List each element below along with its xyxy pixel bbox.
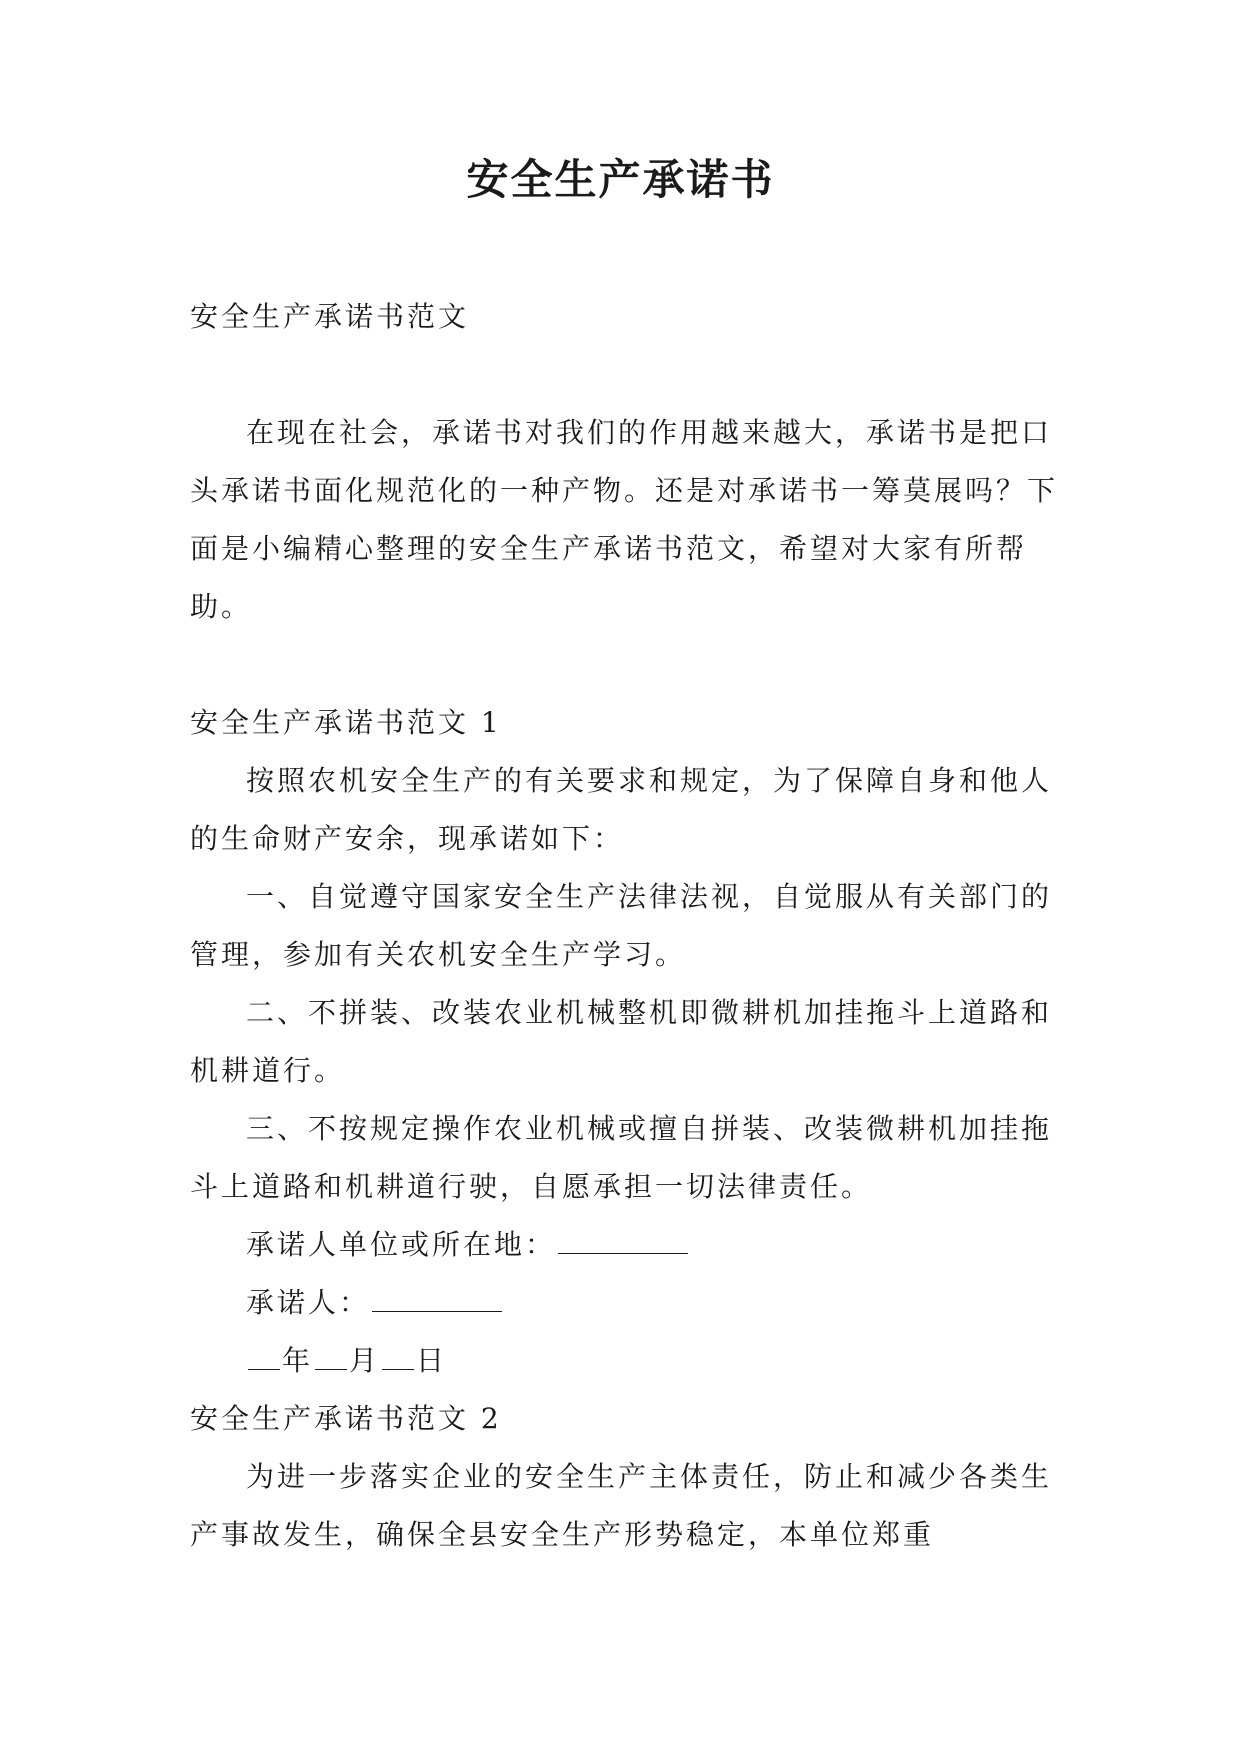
sign-person-blank[interactable]	[372, 1307, 502, 1312]
sign-person-line	[190, 1274, 1060, 1332]
intro-paragraph: 在现在社会，承诺书对我们的作用越来越大，承诺书是把口头承诺书面化规范化的一种产物。还是对承诺书一筹莫展吗？下面是小编精心整理的安全生产承诺书范文，希望对大家有所帮助。	[190, 416, 1059, 623]
section-1-heading: 安全生产承诺书范文 1	[190, 706, 502, 739]
date-line	[190, 1332, 1060, 1390]
document-body	[190, 288, 1060, 1564]
section-1-paragraph: 三、不按规定操作农业机械或擅自拼装、改装微耕机加挂拖斗上道路和机耕道行驶，自愿承担一切法律责任。	[190, 1112, 1053, 1203]
section-1-paragraph: 按照农机安全生产的有关要求和规定，为了保障自身和他人的生命财产安余，现承诺如下：	[190, 764, 1053, 855]
date-month-label: 月	[349, 1344, 381, 1377]
section-2-paragraph: 为进一步落实企业的安全生产主体责任，防止和减少各类生产事故发生，确保全县安全生产形势稳定，本单位郑重	[190, 1460, 1053, 1551]
date-year-label: 年	[282, 1344, 314, 1377]
sign-unit-line	[190, 1216, 1060, 1274]
document-subtitle: 安全生产承诺书范文	[190, 300, 470, 333]
year-blank[interactable]	[248, 1365, 280, 1370]
date-day-label: 日	[416, 1344, 448, 1377]
sign-unit-label: 承诺人单位或所在地：	[246, 1228, 557, 1261]
spacer	[190, 346, 1060, 404]
section-1-paragraph: 一、自觉遵守国家安全生产法律法视，自觉服从有关部门的管理，参加有关农机安全生产学习。	[190, 880, 1053, 971]
spacer	[190, 636, 1060, 694]
section-2-heading: 安全生产承诺书范文 2	[190, 1402, 502, 1435]
month-blank[interactable]	[315, 1365, 347, 1370]
document-title: 安全生产承诺书	[466, 155, 775, 204]
day-blank[interactable]	[382, 1365, 414, 1370]
section-1-paragraph: 二、不拼装、改装农业机械整机即微耕机加挂拖斗上道路和机耕道行。	[190, 996, 1053, 1087]
sign-person-label: 承诺人：	[246, 1286, 371, 1319]
sign-unit-blank[interactable]	[558, 1249, 688, 1254]
